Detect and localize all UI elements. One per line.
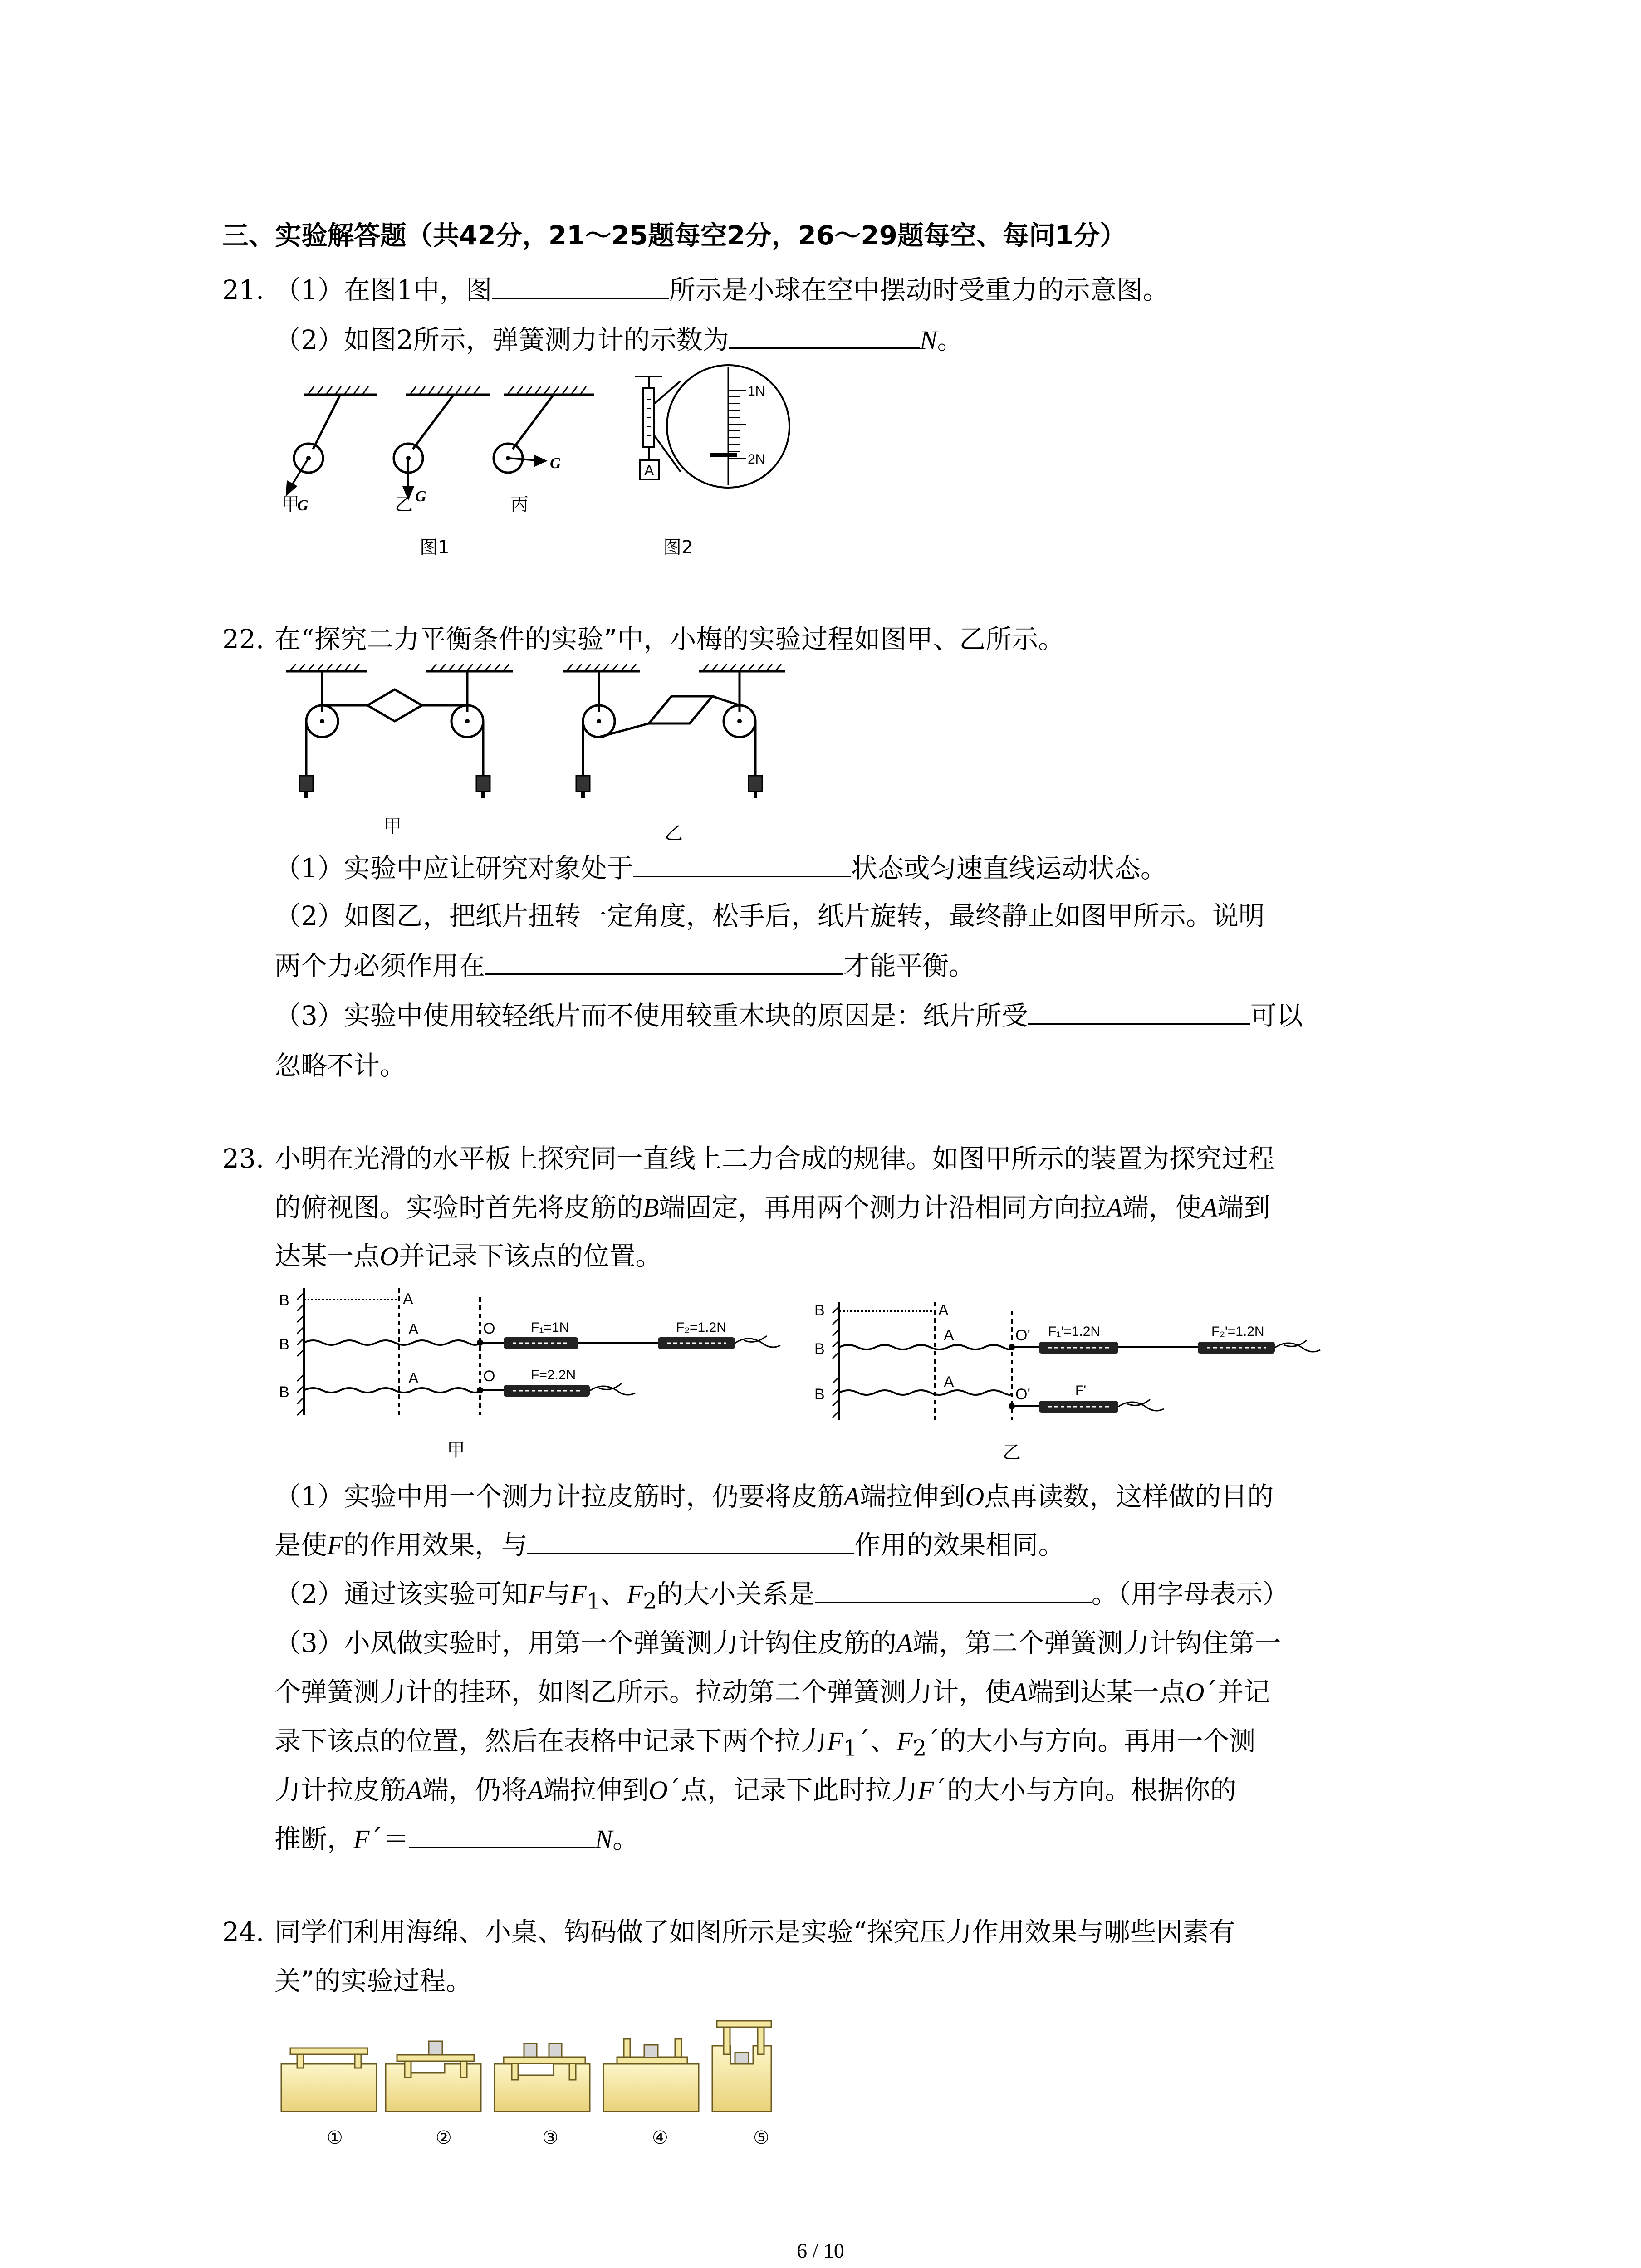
fig1-label-jia: 甲 [281,494,299,515]
figA-B-2: B [279,1336,289,1353]
force-label-bing: G [550,455,561,472]
q24-label-2: ② [436,2127,452,2148]
q23-intro-line1: 小明在光滑的水平板上探究同一直线上二力合成的规律。如图甲所示的装置为探究过程 [274,1143,1275,1174]
q23-part3-line2: 个弹簧测力计的挂环，如图乙所示。拉动第二个弹簧测力计，使A端到达某一点O´并记 [274,1677,1270,1707]
q24-label-5: ⑤ [753,2127,769,2148]
q24-figure-sponge [277,2014,808,2132]
q22-part1: （1）实验中应让研究对象处于 状态或匀速直线运动状态。 [274,853,1167,884]
q22-part3-line1: （3）实验中使用较轻纸片而不使用较重木块的原因是：纸片所受 可以 [274,1000,1303,1031]
q24-line2: 关”的实验过程。 [274,1965,472,1996]
q24-line1: 同学们利用海绵、小桌、钩码做了如图所示是实验“探究压力作用效果与哪些因素有 [274,1916,1235,1947]
q23-part1-line1: （1）实验中用一个测力计拉皮筋时，仍要将皮筋A端拉伸到O点再读数，这样做的目的 [274,1481,1274,1512]
figA-A-1: A [403,1290,413,1308]
q22-figure-balance [277,662,798,816]
q21-part1: （1）在图1中，图 所示是小球在空中摆动时受重力的示意图。 [274,274,1169,305]
q22-blank2[interactable] [485,951,843,975]
q23-number: 23. [222,1143,265,1174]
scale-label-1n: 1N [748,384,765,399]
figA-F: F=2.2N [531,1368,576,1383]
figA-A-2: A [408,1321,419,1338]
q23-intro-line3: 达某一点O并记录下该点的位置。 [274,1241,662,1271]
figB-A-3: A [944,1374,954,1391]
figB-B-1: B [814,1302,825,1319]
figA-B-1: B [279,1292,289,1309]
q21-part2: （2）如图2所示，弹簧测力计的示数为 N。 [274,324,964,355]
figA-A-3: A [408,1370,419,1387]
figB-F: F' [1075,1383,1087,1398]
figA-O-2: O [483,1368,495,1385]
scale-block-a: A [644,462,654,479]
fig1-label-bing: 丙 [510,494,529,515]
q22-blank1[interactable] [633,853,851,877]
page-number: 6 / 10 [797,2239,844,2262]
figA-B-3: B [279,1383,289,1401]
q23-part3-line5: 推断，F´＝ N。 [274,1823,639,1854]
q23-intro-line2: 的俯视图。实验时首先将皮筋的B端固定，再用两个测力计沿相同方向拉A端，使A端到 [274,1192,1270,1223]
q23-part3-line4: 力计拉皮筋A端，仍将A端拉伸到O´点，记录下此时拉力F´的大小与方向。根据你的 [274,1774,1237,1805]
q23-fig-jia-caption: 甲 [447,1440,465,1461]
force-label-yi: G [415,488,426,505]
q23-figure-yi [812,1297,1347,1433]
q23-blank1[interactable] [527,1530,854,1554]
q23-blank2[interactable] [815,1579,1092,1603]
figB-B-3: B [814,1386,825,1403]
figB-A-2: A [944,1327,954,1344]
q21-blank2[interactable] [729,325,920,349]
figB-B-2: B [814,1340,825,1358]
q23-part3-line3: 录下该点的位置，然后在表格中记录下两个拉力$F_1´$、$F_2´$的大小与方向。再用一个测 [274,1725,1256,1761]
section-heading: 三、实验解答题（共42分，21～25题每空2分，26～29题每空、每问1分） [222,220,1127,251]
figA-O-1: O [483,1320,495,1337]
figB-F1: F₁'=1.2N [1048,1324,1101,1339]
q23-part3-line1: （3）小凤做实验时，用第一个弹簧测力计钩住皮筋的A端，第二个弹簧测力计钩住第一 [274,1628,1281,1658]
q23-figure-jia [277,1284,803,1420]
q22-fig-label-jia: 甲 [383,816,402,837]
figB-O-2: O' [1015,1386,1030,1403]
q22-intro: 在“探究二力平衡条件的实验”中，小梅的实验过程如图甲、乙所示。 [274,624,1065,655]
force-label-jia: G [297,497,309,514]
q23-blank3[interactable] [409,1824,595,1848]
q22-part2-line2: 两个力必须作用在 才能平衡。 [274,950,975,981]
fig2-caption: 图2 [663,537,693,558]
q23-part2: （2）通过该实验可知F与$F_1$、$F_2$的大小关系是 。（用字母表示） [274,1579,1289,1614]
q21-blank1[interactable] [492,275,669,299]
q22-blank3[interactable] [1028,1001,1250,1025]
q24-label-4: ④ [652,2127,668,2148]
q24-label-3: ③ [542,2127,558,2148]
q22-number: 22. [222,624,265,655]
q23-part1-line2: 是使F的作用效果，与 作用的效果相同。 [274,1530,1065,1560]
fig1-caption: 图1 [420,537,450,558]
figA-F2: F₂=1.2N [676,1320,726,1335]
figA-F1: F₁=1N [531,1320,569,1335]
fig1-label-yi: 乙 [395,494,413,515]
q22-part3-line2: 忽略不计。 [274,1050,407,1081]
q23-fig-yi-caption: 乙 [1003,1442,1021,1463]
q21-figure2-spring-scale [626,363,798,494]
q24-number: 24. [222,1916,265,1947]
figB-F2: F₂'=1.2N [1211,1324,1264,1339]
figB-A-1: A [938,1302,949,1319]
q24-label-1: ① [327,2127,343,2148]
scale-label-2n: 2N [748,452,765,467]
q21-number: 21. [222,274,265,305]
q22-part2-line1: （2）如图乙，把纸片扭转一定角度，松手后，纸片旋转，最终静止如图甲所示。说明 [274,900,1265,931]
q22-fig-label-yi: 乙 [665,823,683,844]
figB-O-1: O' [1015,1327,1030,1344]
